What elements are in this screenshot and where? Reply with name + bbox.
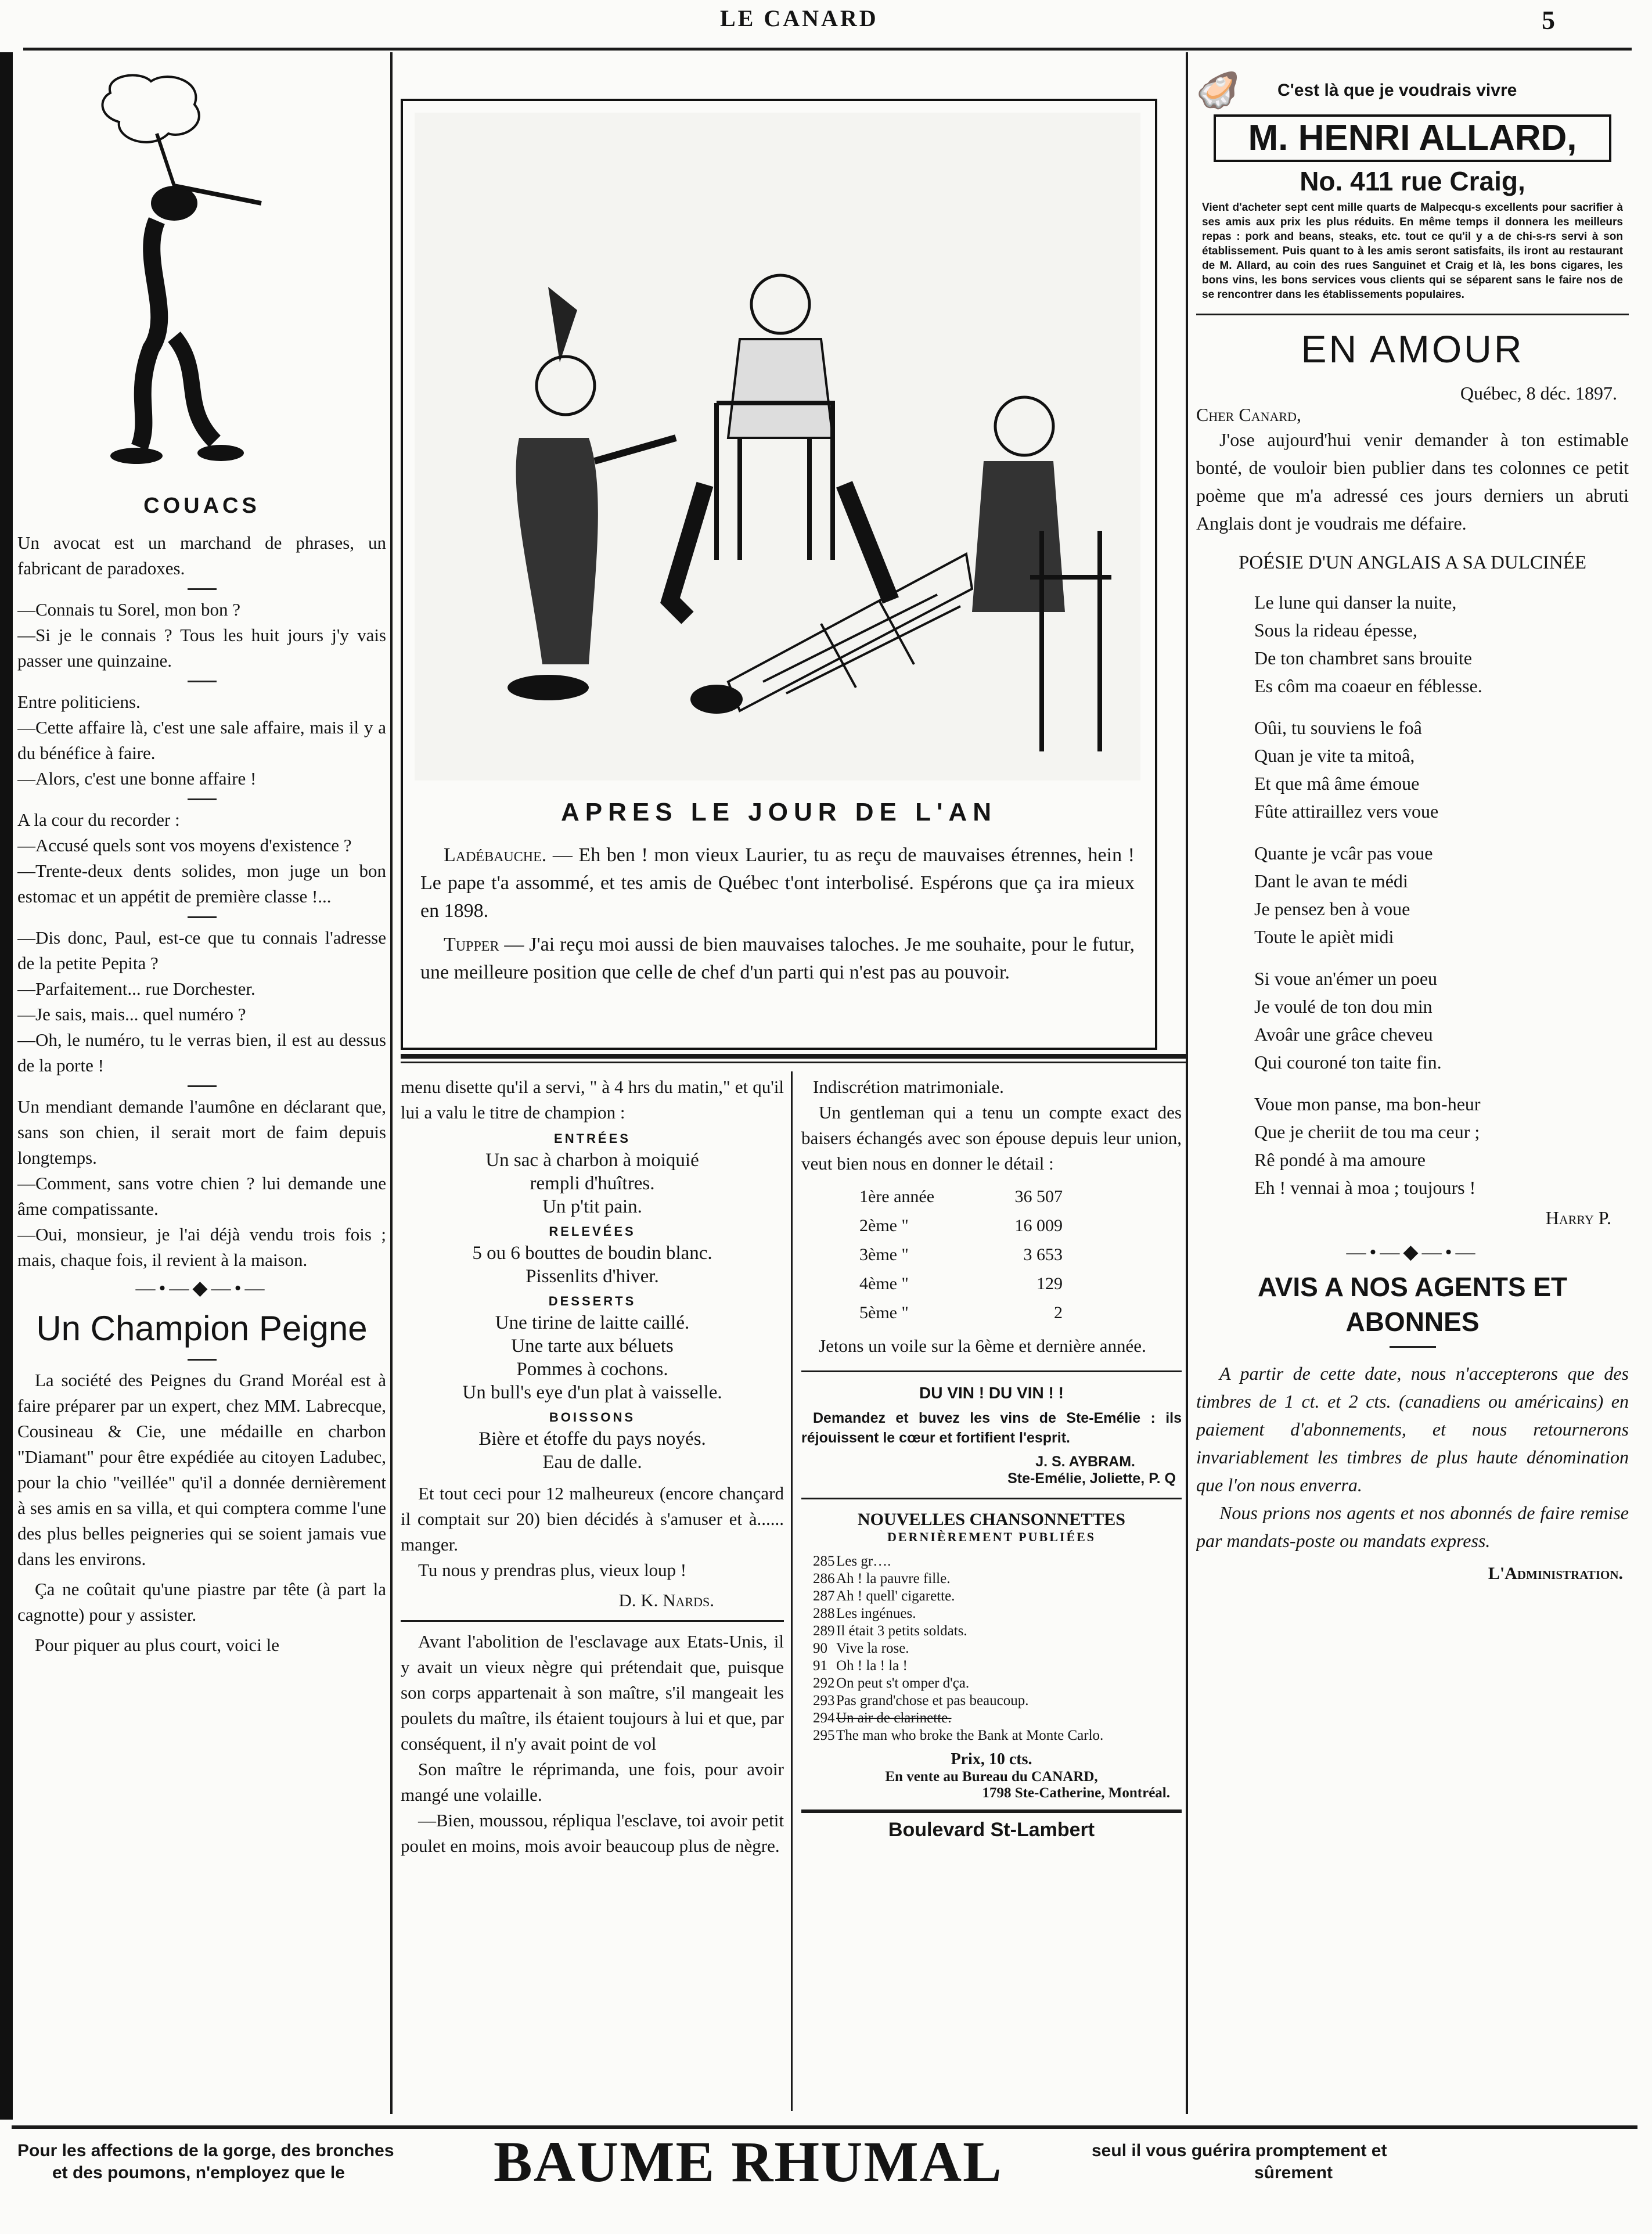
indiscretion-text: Un gentleman qui a tenu un compte exact des baisers échangés avec son épouse depuis leur union, veut bien nous en donner le détail : <box>801 1102 1182 1174</box>
song-number: 285 <box>813 1553 835 1569</box>
separator <box>188 1085 217 1087</box>
poem-line: Es côm ma coaeur en féblesse. <box>1254 675 1482 696</box>
caption-paragraph <box>420 841 1135 925</box>
letter-date: Québec, 8 déc. 1897. <box>1460 383 1617 404</box>
price: Prix, 10 cts. <box>951 1750 1032 1768</box>
vente-line: En vente au Bureau du CANARD, <box>885 1769 1098 1785</box>
letter-body: J'ose aujourd'hui venir demander à ton estimable bonté, de vouloir bien publier dans tes colonnes ce petit poème que m'a adressé ces jours derniers un abruti Anglais dont je voudrais me défaire. <box>1196 429 1629 534</box>
poem-stanza <box>1196 1090 1629 1201</box>
poem-line: Je voulé de ton dou min <box>1254 996 1433 1017</box>
menu-item: Pommes à cochons. <box>516 1359 668 1380</box>
signature: D. K. Nards. <box>618 1590 714 1610</box>
avis-paragraph: Nous prions nos agents et nos abonnés de faire remise par mandats-poste ou mandats express. <box>1196 1502 1629 1551</box>
poem-line: Quan je vite ta mitoâ, <box>1254 745 1415 766</box>
value-cell: 2 <box>1054 1303 1063 1322</box>
poem-line: Sous la rideau épesse, <box>1254 620 1417 641</box>
couacs-illustration <box>87 70 267 470</box>
speaker-text: — Eh ben ! mon vieux Laurier, tu as reçu de mauvaises étrennes, hein ! Le pape t'a assommé, et tes amis de Québec t'ont interbolisé. Espérons que ça ira mieux en 1898. <box>420 844 1135 922</box>
couac-line: A la cour du recorder : <box>17 810 180 830</box>
indiscretion-heading: Indiscrétion matrimoniale. <box>813 1077 1004 1097</box>
poem-title: POÉSIE D'UN ANGLAIS A SA DULCINÉE <box>1238 552 1587 573</box>
year-cell: 3ème " <box>859 1245 909 1264</box>
poem-line: Le lune qui danser la nuite, <box>1254 592 1457 613</box>
cartoon-frame <box>401 99 1157 1050</box>
champion-paragraph: La société des Peignes du Grand Moréal est à faire préparer par un expert, chez MM. Labrecque, Cousineau & Cie, une médaille en charbon "Diamant" pour être expédiée au citoyen Ladubec, pour la chio "veillée" qu'il a donnée dernièrement à ses amis en sa villa, et qui comptera comme l'une des plus belles peigneries qui se soient jamais vue dans les environs. <box>17 1370 386 1569</box>
cartoon-caption <box>420 841 1135 987</box>
separator <box>1390 1346 1436 1348</box>
separator <box>188 681 217 682</box>
ad-name: M. HENRI ALLARD, <box>1214 114 1611 162</box>
menu-item: Eau de dalle. <box>542 1452 642 1473</box>
cartoon-illustration <box>415 113 1140 780</box>
poem-stanza <box>1196 588 1629 700</box>
couac-line: —Accusé quels sont vos moyens d'existence ? <box>17 835 352 855</box>
column-rule-3 <box>1186 52 1188 2114</box>
avis-signature: L'Administration. <box>1488 1564 1623 1583</box>
couac-line: —Je sais, mais... quel numéro ? <box>17 1004 246 1024</box>
speaker-name: Tupper <box>444 934 499 955</box>
poem-line: Voue mon panse, ma bon-heur <box>1254 1093 1481 1114</box>
list-item <box>813 1692 1182 1710</box>
menu-heading-boissons: BOISSONS <box>549 1410 636 1424</box>
poem-line: Oûi, tu souviens le foâ <box>1254 717 1422 738</box>
song-number: 295 <box>813 1728 835 1743</box>
footer-right <box>1092 2140 1614 2184</box>
double-rule <box>401 1054 1186 1059</box>
poem-stanza <box>1196 839 1629 951</box>
poem-signature: Harry P. <box>1545 1207 1611 1228</box>
speaker-text: — J'ai reçu moi aussi de bien mauvaises taloches. Je me souhaite, pour le futur, une meilleure position que celle de chef d'un parti qui n'est pas au pouvoir. <box>420 934 1135 983</box>
table-row <box>801 1269 1182 1298</box>
song-number: 90 <box>813 1641 827 1656</box>
poem-line: Fûte attiraillez vers voue <box>1254 801 1439 822</box>
ornament-divider: —•—◆—•— <box>135 1278 268 1299</box>
menu-item: Pissenlits d'hiver. <box>526 1266 659 1287</box>
poem-line: Qui couroné ton taite fin. <box>1254 1052 1442 1073</box>
song-number: 287 <box>813 1588 835 1604</box>
value-cell: 16 009 <box>1014 1216 1063 1235</box>
list-item <box>813 1623 1182 1640</box>
song-title: Vive la rose. <box>836 1641 909 1656</box>
table-row <box>801 1298 1182 1328</box>
couac-line: —Dis donc, Paul, est-ce que tu connais l'adresse de la petite Pepita ? <box>17 927 386 973</box>
poem-line: Et que mâ âme émoue <box>1254 773 1420 794</box>
separator <box>188 916 217 918</box>
poem-stanza <box>1196 714 1629 825</box>
caption-paragraph <box>420 931 1135 987</box>
year-cell: 2ème " <box>859 1216 909 1235</box>
song-title: Les ingénues. <box>836 1606 916 1621</box>
value-cell: 36 507 <box>1014 1187 1063 1206</box>
menu-item: Un bull's eye d'un plat à vaisselle. <box>462 1382 722 1403</box>
song-title: Ah ! la pauvre fille. <box>836 1571 951 1587</box>
double-rule-thin <box>401 1062 1186 1063</box>
couac-line: —Si je le connais ? Tous les huit jours j'y vais passer une quinzaine. <box>17 625 386 671</box>
footer-right-line: seul il vous guérira promptement et <box>1092 2141 1387 2160</box>
column-rule-2 <box>791 1071 793 2111</box>
couac-line: Entre politiciens. <box>17 692 141 712</box>
table-row <box>801 1182 1182 1211</box>
page-number: 5 <box>1542 5 1557 35</box>
couac-line: —Oh, le numéro, tu le verras bien, il est au dessus de la porte ! <box>17 1030 386 1075</box>
couacs-title: COUACS <box>143 494 260 518</box>
list-item <box>813 1640 1182 1657</box>
list-item <box>813 1675 1182 1692</box>
couac-line: —Comment, sans votre chien ? lui demande une âme compatissante. <box>17 1173 386 1219</box>
year-cell: 1ère année <box>859 1187 935 1206</box>
song-title: Oh ! la ! la ! <box>836 1658 908 1674</box>
footer-left-line: et des poumons, n'employez que le <box>52 2163 345 2182</box>
poem-line: Je pensez ben à voue <box>1254 898 1410 919</box>
list-item <box>813 1657 1182 1675</box>
section-rule <box>801 1370 1182 1372</box>
list-item <box>813 1605 1182 1623</box>
right-column <box>1196 70 1629 1584</box>
oyster-icon: 🦪 <box>1196 71 1240 110</box>
vin-text: Demandez et buvez les vins de Ste-Emélie : ils réjouissent le cœur et fortifient l'esprit. <box>801 1410 1182 1446</box>
song-title: The man who broke the Bank at Monte Carlo. <box>836 1728 1104 1743</box>
menu-item: Un p'tit pain. <box>542 1196 642 1217</box>
value-cell: 3 653 <box>1023 1245 1063 1264</box>
song-number: 288 <box>813 1606 835 1621</box>
footer-left <box>17 2140 482 2184</box>
top-rule <box>23 48 1632 51</box>
year-cell: 5ème " <box>859 1303 909 1322</box>
ad-tagline: C'est là que je voudrais vivre <box>1277 80 1517 100</box>
poem-stanza <box>1196 965 1629 1076</box>
menu-heading-entrees: ENTRÉES <box>554 1131 631 1146</box>
list-item <box>813 1710 1182 1727</box>
speaker-name: Ladébauche. <box>444 844 547 866</box>
boulevard-ad: Boulevard St-Lambert <box>888 1819 1095 1841</box>
poem-line: Toute le apièt midi <box>1254 926 1394 947</box>
menu-heading-relevees: RELEVÉES <box>549 1224 636 1239</box>
kisses-table <box>801 1182 1182 1328</box>
song-title: Il était 3 petits soldats. <box>836 1623 967 1639</box>
couac-line: —Oui, monsieur, je l'ai déjà vendu trois fois ; mais, chaque fois, il revient à la maison. <box>17 1224 386 1270</box>
menu-heading-desserts: DESSERTS <box>548 1294 636 1308</box>
song-number: 286 <box>813 1571 835 1587</box>
couacs-column <box>17 494 386 1658</box>
section-rule <box>401 1620 784 1622</box>
separator <box>188 798 217 800</box>
ornament-divider: —•—◆—•— <box>1346 1242 1479 1263</box>
footer-left-line: Pour les affections de la gorge, des bronches <box>17 2141 394 2160</box>
couac-line: —Alors, c'est une bonne affaire ! <box>17 768 257 789</box>
poem-line: Dant le avan te médi <box>1254 870 1408 891</box>
letter-salutation: Cher Canard, <box>1196 404 1301 425</box>
section-rule <box>801 1498 1182 1499</box>
amour-title: EN AMOUR <box>1301 328 1524 370</box>
column-rule-1 <box>390 52 393 2114</box>
footer-brand: BAUME RHUMAL <box>494 2129 1003 2194</box>
song-title: Pas grand'chose et pas beaucoup. <box>836 1693 1029 1708</box>
table-row <box>801 1240 1182 1269</box>
champion-paragraph: Pour piquer au plus court, voici le <box>35 1635 279 1655</box>
section-rule <box>801 1809 1182 1813</box>
song-title: Les gr…. <box>836 1553 891 1569</box>
song-title: Un air de clarinette. <box>836 1710 952 1726</box>
poem-line: De ton chambret sans brouite <box>1254 647 1472 668</box>
miscellany-column <box>801 1074 1182 1841</box>
menu-column <box>401 1074 784 1859</box>
menu-after: Et tout ceci pour 12 malheureux (encore chançard il comptait sur 20) bien décidés à s'amuser et à...... manger. <box>401 1483 784 1555</box>
list-item <box>813 1553 1182 1570</box>
stats-after: Jetons un voile sur la 6ème et dernière année. <box>819 1336 1146 1356</box>
separator <box>188 588 217 590</box>
esclave-paragraph: Avant l'abolition de l'esclavage aux Etats-Unis, il y avait un vieux nègre qui prétendait que, puisque son corps appartenait à son maître, s'il mangeait les poulets du maître, ils étaient toujours à lui et que, par conséquent, il n'y avait point de vol <box>401 1631 784 1754</box>
couac-line: Un mendiant demande l'aumône en déclarant que, sans son chien, il serait mort de faim depuis longtemps. <box>17 1096 386 1168</box>
newspaper-masthead: LE CANARD <box>720 5 879 31</box>
footer-right-line: sûrement <box>1254 2163 1333 2182</box>
poem-line: Que je cheriit de tou ma ceur ; <box>1254 1121 1480 1142</box>
song-number: 91 <box>813 1658 827 1674</box>
ad-header <box>1196 70 1629 111</box>
song-title: On peut s't omper d'ça. <box>836 1675 970 1691</box>
couac-line: —Parfaitement... rue Dorchester. <box>17 979 255 999</box>
avis-title: AVIS A NOS AGENTS ET ABONNES <box>1257 1272 1568 1337</box>
ad-text: Vient d'acheter sept cent mille quarts de Malpecqu-s excellents pour sacrifier à ses amis aux prix les plus réduits. En même temps il donnera les meilleurs repas : pork and beans, steaks, etc. tout ce qu'il y a de chi-s-rs servi à son établissement. Puis quant to à les amis seront satisfaits, ils iront au restaurant de M. Allard, au coin des rues Sanguinet et Craig et là, les bons cigares, les bons vins, les bons services vous clients qui se séparent sans le faire nos de se rencontrer dans les établissements populaires. <box>1202 202 1623 301</box>
avis-paragraph: A partir de cette date, nous n'accepterons que des timbres de 1 ct. et 2 cts. (canadiens ou américains) en paiement d'abonnements, et nous retournerons invariablement les timbres de plus haute dénomination que l'on nous enverra. <box>1196 1363 1629 1495</box>
menu-item: rempli d'huîtres. <box>530 1173 655 1194</box>
vin-signature: J. S. AYBRAM. <box>1035 1454 1135 1470</box>
song-list <box>801 1553 1182 1744</box>
poem-line: Avoâr une grâce cheveu <box>1254 1024 1433 1045</box>
menu-item: Bière et étoffe du pays noyés. <box>478 1429 706 1449</box>
champion-paragraph: Ça ne coûtait qu'une piastre par tête (à part la cagnotte) pour y assister. <box>17 1579 386 1625</box>
menu-item: Une tarte aux béluets <box>511 1336 674 1357</box>
vin-title: DU VIN ! DU VIN ! ! <box>919 1384 1064 1402</box>
song-number: 294 <box>813 1710 835 1726</box>
vin-place: Ste-Emélie, Joliette, P. Q <box>1007 1470 1176 1487</box>
song-number: 292 <box>813 1675 835 1691</box>
ad-address: No. 411 rue Craig, <box>1300 166 1525 196</box>
menu-item: Un sac à charbon à moiquié <box>485 1150 699 1171</box>
value-cell: 129 <box>1036 1274 1063 1293</box>
vente-address: 1798 Ste-Catherine, Montréal. <box>982 1785 1170 1801</box>
esclave-paragraph: —Bien, moussou, répliqua l'esclave, toi avoir petit poulet en moins, mois avoir beaucoup plus de nègre. <box>401 1810 784 1856</box>
song-title: Ah ! quell' cigarette. <box>836 1588 955 1604</box>
cartoon-title: APRES LE JOUR DE L'AN <box>561 798 997 826</box>
poem-line: Eh ! vennai à moa ; toujours ! <box>1254 1177 1476 1198</box>
chanson-title: NOUVELLES CHANSONNETTES <box>858 1510 1125 1529</box>
champion-title: Un Champion Peigne <box>36 1309 368 1348</box>
couac-line: Un avocat est un marchand de phrases, un fabricant de paradoxes. <box>17 533 386 578</box>
couac-line: —Trente-deux dents solides, mon juge un bon estomac et un appétit de première classe !... <box>17 861 386 906</box>
scan-edge <box>0 52 13 2120</box>
year-cell: 4ème " <box>859 1274 909 1293</box>
section-rule <box>1196 314 1629 315</box>
menu-after: Tu nous y prendras plus, vieux loup ! <box>418 1560 687 1580</box>
song-number: 293 <box>813 1693 835 1708</box>
list-item <box>813 1727 1182 1744</box>
list-item <box>813 1570 1182 1588</box>
esclave-paragraph: Son maître le réprimanda, une fois, pour avoir mangé une volaille. <box>401 1759 784 1805</box>
separator <box>188 1359 217 1361</box>
chanson-subtitle: DERNIÈREMENT PUBLIÉES <box>887 1530 1096 1544</box>
table-row <box>801 1211 1182 1240</box>
poem-line: Si voue an'émer un poeu <box>1254 968 1438 989</box>
couac-line: —Connais tu Sorel, mon bon ? <box>17 599 241 620</box>
menu-item: Une tirine de laitte caillé. <box>495 1312 690 1333</box>
poem-line: Rê pondé à ma amoure <box>1254 1149 1426 1170</box>
couac-line: —Cette affaire là, c'est une sale affaire, mais il y a du bénéfice à faire. <box>17 717 386 763</box>
song-number: 289 <box>813 1623 835 1639</box>
menu-item: 5 ou 6 bouttes de boudin blanc. <box>472 1243 712 1264</box>
menu-intro: menu disette qu'il a servi, " à 4 hrs du matin," et qu'il lui a valu le titre de champion : <box>401 1077 784 1123</box>
list-item <box>813 1588 1182 1605</box>
poem-line: Quante je vcâr pas voue <box>1254 843 1433 864</box>
